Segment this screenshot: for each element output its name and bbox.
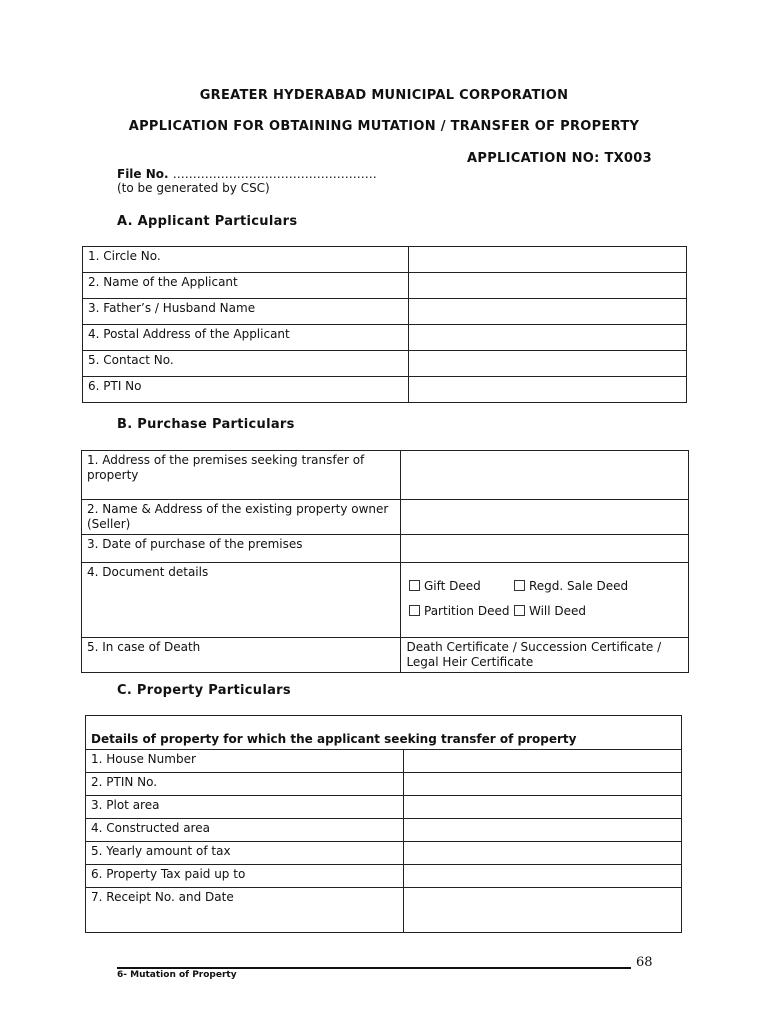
table-row: [82, 638, 689, 673]
value-cell[interactable]: [408, 377, 687, 403]
table-heading-row: [86, 716, 682, 750]
file-number-note: (to be generated by CSC): [117, 181, 270, 195]
value-cell[interactable]: [408, 325, 687, 351]
row-label: 5. Yearly amount of tax: [86, 842, 404, 865]
page-number: 68: [636, 955, 653, 970]
checkbox-icon[interactable]: [514, 605, 525, 616]
purchase-particulars-table: [81, 450, 689, 673]
option-label: Partition Deed: [424, 604, 510, 618]
table-row: [86, 842, 682, 865]
table-row: [82, 500, 689, 535]
table-row: [83, 247, 687, 273]
table-row: [86, 773, 682, 796]
value-cell[interactable]: [403, 842, 681, 865]
row-label: 7. Receipt No. and Date: [86, 888, 404, 933]
option-label: Gift Deed: [424, 579, 481, 593]
row-label: 5. In case of Death: [82, 638, 401, 673]
row-label: 2. PTIN No.: [86, 773, 404, 796]
value-cell[interactable]: [403, 773, 681, 796]
gift-deed-option[interactable]: [409, 579, 481, 593]
value-cell[interactable]: [401, 535, 689, 563]
value-cell[interactable]: [403, 796, 681, 819]
footer-divider: [117, 967, 631, 969]
row-label: 1. Address of the premises seeking transfer of property: [82, 451, 401, 500]
document-options-cell: [401, 563, 689, 638]
value-cell[interactable]: [403, 888, 681, 933]
value-cell[interactable]: [401, 451, 689, 500]
row-label: 1. Circle No.: [83, 247, 409, 273]
file-number-label: File No.: [117, 167, 169, 181]
applicant-particulars-table: [82, 246, 687, 403]
table-row: [82, 563, 689, 638]
table-row: [83, 325, 687, 351]
row-label: 4. Postal Address of the Applicant: [83, 325, 409, 351]
file-number-line: [117, 167, 377, 181]
application-number: APPLICATION NO: TX003: [467, 151, 652, 166]
checkbox-icon[interactable]: [514, 580, 525, 591]
will-deed-option[interactable]: [514, 604, 586, 618]
value-cell[interactable]: [408, 247, 687, 273]
row-label: 2. Name & Address of the existing property owner (Seller): [82, 500, 401, 535]
value-cell[interactable]: [408, 273, 687, 299]
table-row: [82, 535, 689, 563]
value-cell[interactable]: [408, 351, 687, 377]
checkbox-icon[interactable]: [409, 605, 420, 616]
table-row: [86, 819, 682, 842]
footer-chapter: 6- Mutation of Property: [117, 970, 237, 980]
organization-title: GREATER HYDERABAD MUNICIPAL CORPORATION: [199, 88, 569, 103]
section-c-title: C. Property Particulars: [117, 683, 291, 698]
death-documents-text: Death Certificate / Succession Certificate / Legal Heir Certificate: [401, 638, 689, 673]
regd-sale-deed-option[interactable]: [514, 579, 628, 593]
file-number-blank: ……………………………………………: [172, 167, 377, 181]
table-row: [83, 377, 687, 403]
row-label: 3. Father’s / Husband Name: [83, 299, 409, 325]
partition-deed-option[interactable]: [409, 604, 509, 618]
table-row: [86, 865, 682, 888]
value-cell[interactable]: [403, 819, 681, 842]
row-label: 3. Plot area: [86, 796, 404, 819]
row-label: 5. Contact No.: [83, 351, 409, 377]
value-cell[interactable]: [403, 750, 681, 773]
table-row: [83, 351, 687, 377]
row-label: 6. Property Tax paid up to: [86, 865, 404, 888]
option-label: Will Deed: [529, 604, 587, 618]
row-label: 4. Document details: [82, 563, 401, 638]
value-cell[interactable]: [408, 299, 687, 325]
table-row: [86, 750, 682, 773]
table-row: [86, 888, 682, 933]
table-row: [83, 299, 687, 325]
value-cell[interactable]: [401, 500, 689, 535]
table-row: [83, 273, 687, 299]
option-label: Regd. Sale Deed: [529, 579, 629, 593]
property-particulars-table: [85, 715, 682, 933]
row-label: 6. PTI No: [83, 377, 409, 403]
row-label: 4. Constructed area: [86, 819, 404, 842]
value-cell[interactable]: [403, 865, 681, 888]
section-a-title: A. Applicant Particulars: [117, 214, 298, 229]
checkbox-icon[interactable]: [409, 580, 420, 591]
row-label: 2. Name of the Applicant: [83, 273, 409, 299]
section-b-title: B. Purchase Particulars: [117, 417, 295, 432]
table-row: [86, 796, 682, 819]
table-heading: Details of property for which the applicant seeking transfer of property: [86, 716, 682, 750]
row-label: 3. Date of purchase of the premises: [82, 535, 401, 563]
table-row: [82, 451, 689, 500]
row-label: 1. House Number: [86, 750, 404, 773]
form-title: APPLICATION FOR OBTAINING MUTATION / TRANSFER OF PROPERTY: [128, 119, 640, 134]
